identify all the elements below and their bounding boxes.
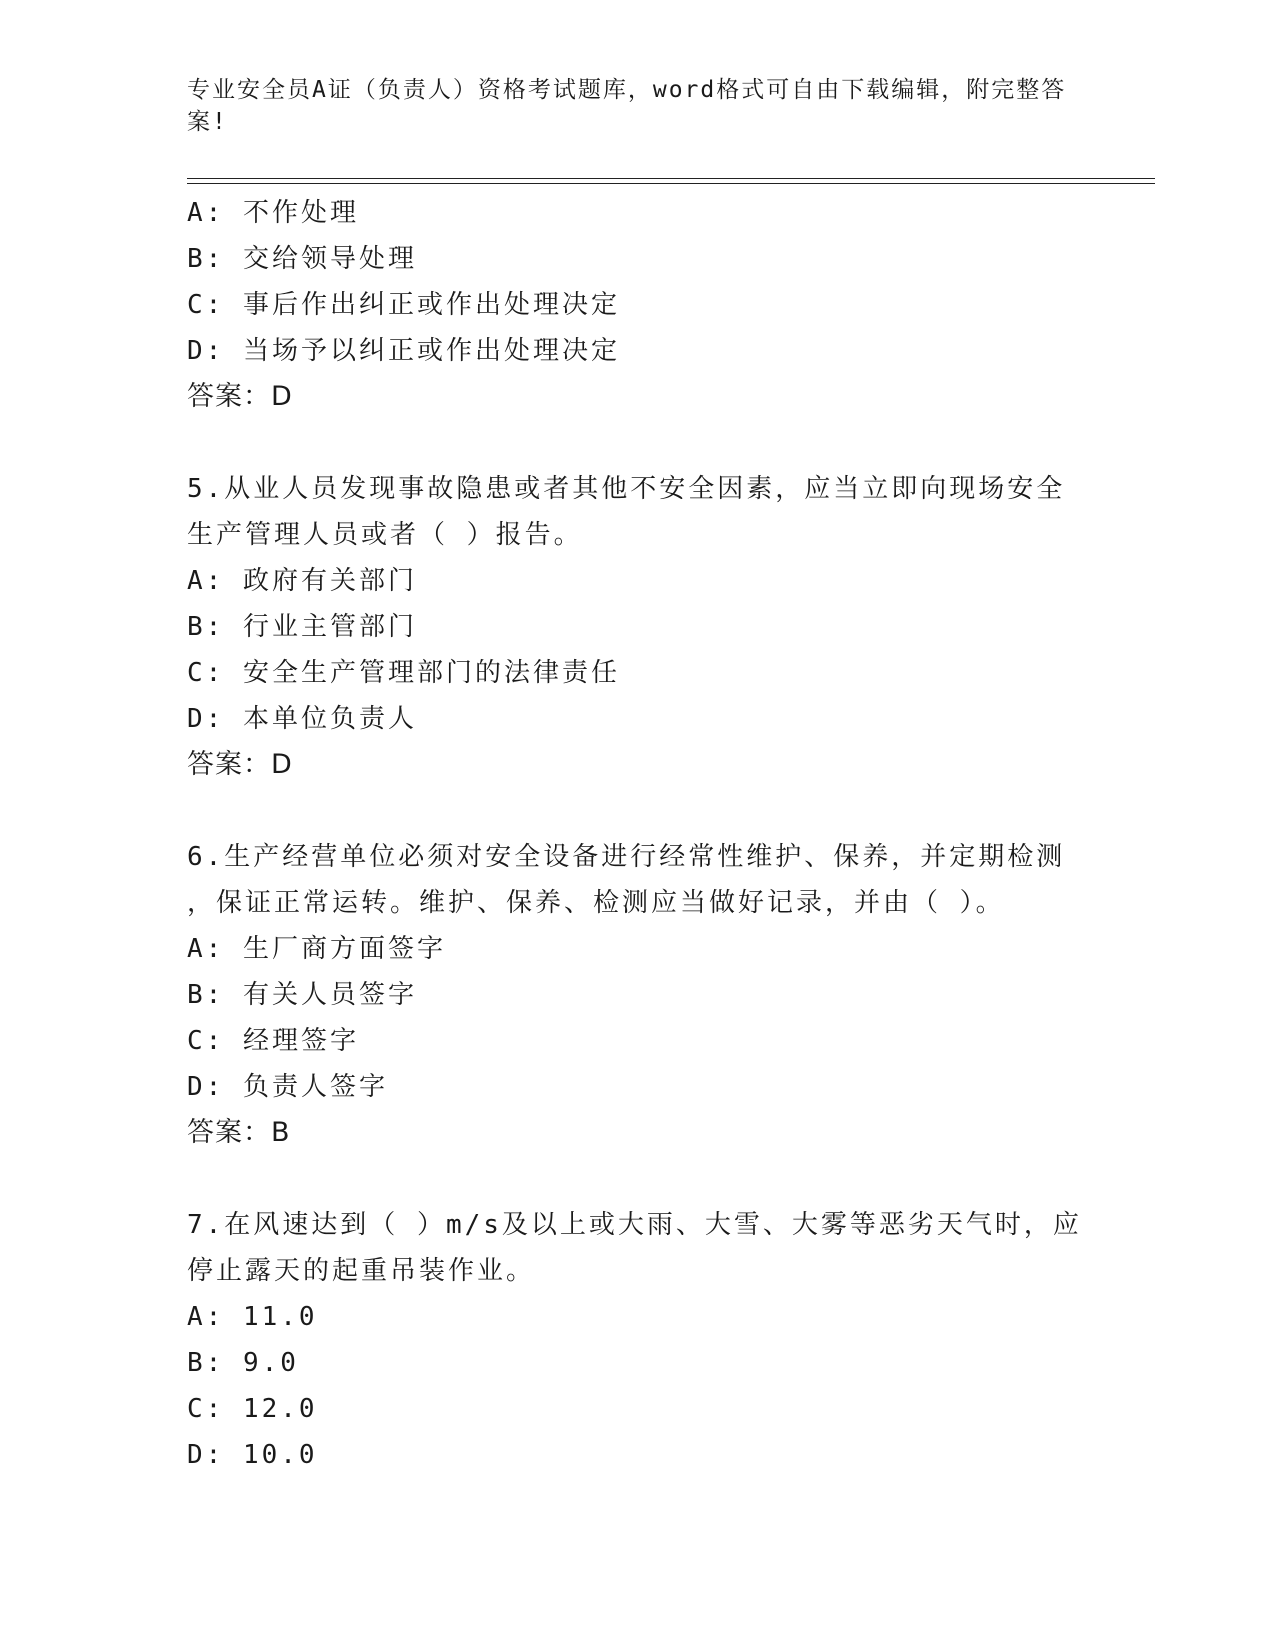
- question-5: [187, 466, 1087, 788]
- option-b: B: 有关人员签字: [187, 980, 417, 1010]
- question-text-line: ，保证正常运转。维护、保养、检测应当做好记录，并由（ ）。: [187, 888, 1005, 918]
- option-d: D: 本单位负责人: [187, 704, 417, 734]
- option-c: C: 事后作出纠正或作出处理决定: [187, 290, 620, 320]
- continued-question: [187, 190, 1087, 420]
- header-title-line-2: 案!: [187, 109, 228, 135]
- answer: 答案：D: [187, 749, 293, 780]
- question-6: [187, 834, 1087, 1156]
- option-c: C: 安全生产管理部门的法律责任: [187, 658, 620, 688]
- header-rule-top: [187, 178, 1155, 179]
- header-rule-bottom: [187, 183, 1155, 184]
- option-d: D: 10.0: [187, 1440, 318, 1470]
- answer: 答案：D: [187, 381, 293, 412]
- question-7: [187, 1202, 1087, 1478]
- option-a: A: 不作处理: [187, 198, 359, 228]
- question-text-line: 5.从业人员发现事故隐患或者其他不安全因素，应当立即向现场安全: [187, 474, 1066, 504]
- question-text-line: 生产管理人员或者（ ）报告。: [187, 520, 583, 550]
- option-d: D: 当场予以纠正或作出处理决定: [187, 336, 620, 366]
- option-b: B: 9.0: [187, 1348, 299, 1378]
- header-title-line-1: 专业安全员A证（负责人）资格考试题库，word格式可自由下载编辑，附完整答: [187, 77, 1067, 103]
- option-c: C: 经理签字: [187, 1026, 359, 1056]
- document-body: [187, 190, 1087, 1478]
- question-text-line: 7.在风速达到（ ）m/s及以上或大雨、大雪、大雾等恶劣天气时，应: [187, 1210, 1082, 1240]
- option-a: A: 11.0: [187, 1302, 318, 1332]
- option-b: B: 交给领导处理: [187, 244, 417, 274]
- document-header: [187, 74, 1067, 138]
- question-text-line: 停止露天的起重吊装作业。: [187, 1256, 536, 1286]
- option-b: B: 行业主管部门: [187, 612, 417, 642]
- answer: 答案：B: [187, 1117, 291, 1148]
- option-c: C: 12.0: [187, 1394, 318, 1424]
- option-a: A: 生厂商方面签字: [187, 934, 446, 964]
- question-text-line: 6.生产经营单位必须对安全设备进行经常性维护、保养，并定期检测: [187, 842, 1066, 872]
- option-d: D: 负责人签字: [187, 1072, 388, 1102]
- option-a: A: 政府有关部门: [187, 566, 417, 596]
